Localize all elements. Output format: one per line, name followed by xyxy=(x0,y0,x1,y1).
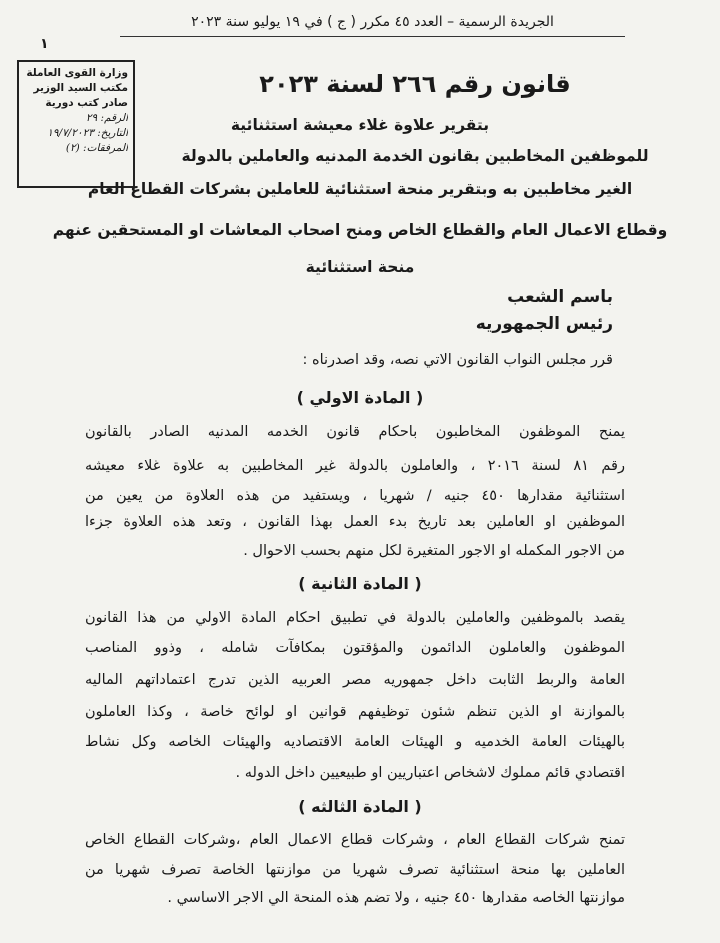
article-2-line: بالهيئات العامة الخدميه و الهيئات العامة الاقتصاديه والهيئات الخاصه وكل نشاط xyxy=(85,734,625,750)
parliament-intro: قرر مجلس النواب القانون الاتي نصه، وقد اصدرناه : xyxy=(302,352,613,368)
article-1-title: ( المادة الاولي ) xyxy=(296,388,424,407)
stamp-ministry: وزارة القوى العاملة xyxy=(26,67,128,79)
article-1-line: استثنائية مقدارها ٤٥٠ جنيه / شهريا ، ويستفيد من هذه العلاوة من يعين من xyxy=(85,488,625,504)
article-2-line: الموظفون والعاملون الدائمون والمؤقتون بمكافآت شامله ، وذوو المناصب xyxy=(85,640,625,656)
law-subtitle-line: وقطاع الاعمال العام والقطاع الخاص ومنح اصحاب المعاشات او المستحقين عنهم xyxy=(52,221,668,239)
gazette-header: الجريدة الرسمية – العدد ٤٥ مكرر ( ج ) في ١٩ يوليو سنة ٢٠٢٣ xyxy=(120,14,625,37)
article-3-line: موازنتها الخاصه مقدارها ٤٥٠ جنيه ، ولا تضم هذه المنحة الي الاجر الاساسي . xyxy=(167,890,625,906)
article-1-line: من الاجور المكمله او الاجور المتغيرة لكل منهم بحسب الاحوال . xyxy=(243,543,625,559)
law-subtitle-line: بتقرير علاوة غلاء معيشة استثنائية xyxy=(230,116,490,134)
stamp-outgoing: صادر كتب دورية xyxy=(45,97,128,109)
article-2-line: بالموازنة او الذين تنظم شئون توظيفهم قوانين او لوائح خاصة ، وكذا العاملون xyxy=(85,704,625,720)
law-subtitle-line: للموظفين المخاطبين بقانون الخدمة المدنيه والعاملين بالدولة xyxy=(181,147,649,165)
stamp-office: مكتب السيد الوزير xyxy=(33,82,128,94)
in-the-name-of-the-people: باسم الشعب xyxy=(507,287,613,307)
page-number: ١ xyxy=(40,36,49,52)
article-1-line: رقم ٨١ لسنة ٢٠١٦ ، والعاملون بالدولة غير المخاطبين به علاوة غلاء معيشه xyxy=(85,458,625,474)
article-3-line: تمنح شركات القطاع العام ، وشركات قطاع الاعمال العام ،وشركات القطاع الخاص xyxy=(85,832,625,848)
stamp-date: التاريخ: ١٩/٧/٢٠٢٣ xyxy=(47,127,128,139)
law-subtitle-line: منحة استثنائية xyxy=(305,258,415,276)
article-1-line: يمنح الموظفون المخاطبون باحكام قانون الخدمه المدنيه الصادر بالقانون xyxy=(85,424,625,440)
law-subtitle-line: الغير مخاطبين به وبتقرير منحة استثنائية للعاملين بشركات القطاع العام xyxy=(87,180,633,198)
president-heading: رئيس الجمهوريه xyxy=(475,314,613,334)
article-1-line: الموظفين او العاملين بعد تاريخ بدء العمل بهذا القانون ، وتعد هذه العلاوة جزءا xyxy=(85,514,625,530)
article-2-title: ( المادة الثانية ) xyxy=(298,574,422,593)
article-2-line: يقصد بالموظفين والعاملين بالدولة في تطبيق احكام المادة الاولي من هذا القانون xyxy=(85,610,625,626)
article-3-line: العاملين بها منحة استثنائية تصرف شهريا من موازنتها الخاصة تصرف شهريا من xyxy=(85,862,625,878)
stamp-attachments: المرفقات: (٢) xyxy=(65,142,128,154)
stamp-number: الرقم: ٢٩ xyxy=(85,112,128,124)
article-3-title: ( المادة الثالثه ) xyxy=(298,797,422,816)
article-2-line: العامة والربط الثابت داخل جمهوريه مصر العربيه الذين تدرج اعتماداتهم الماليه xyxy=(85,672,625,688)
law-title: قانون رقم ٢٦٦ لسنة ٢٠٢٣ xyxy=(259,70,571,98)
article-2-line: اقتصادي قائم مملوك لاشخاص اعتباريين او طبيعيين داخل الدوله . xyxy=(235,765,625,781)
